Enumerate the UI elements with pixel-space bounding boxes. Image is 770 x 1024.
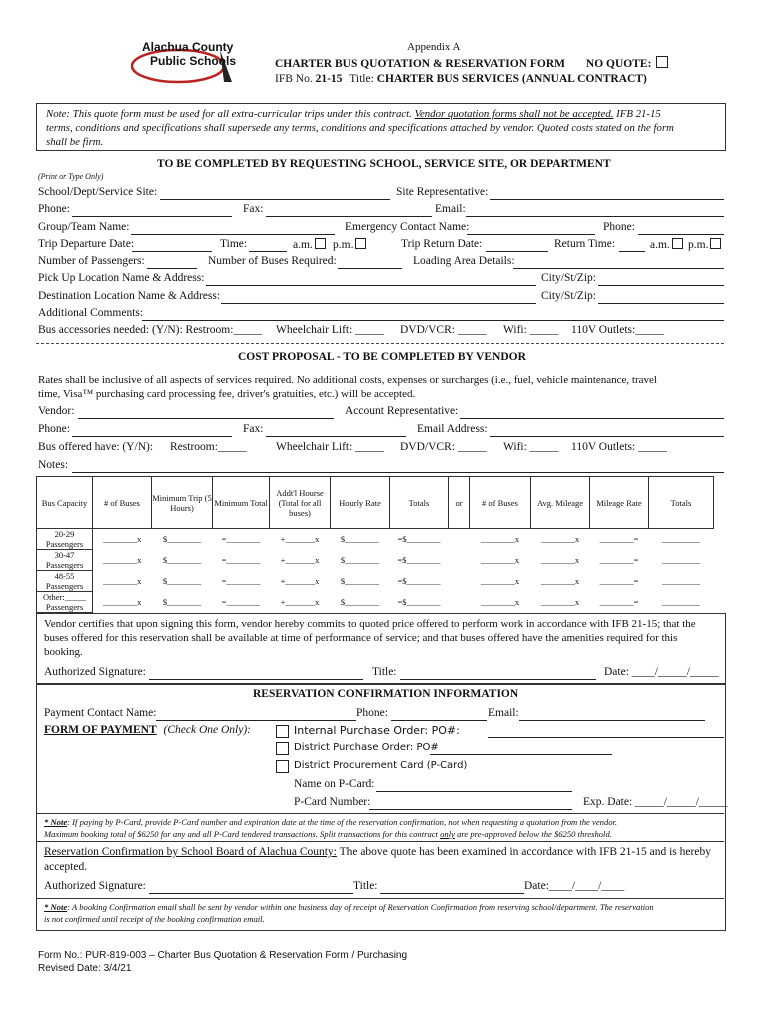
pnote-divider [36,813,724,814]
cell-buses[interactable]: ________x [103,555,142,565]
city2-field[interactable] [598,303,724,304]
pm-text: p.m. [333,239,354,251]
col-or: or [449,477,470,529]
col-avg-mileage: Avg. Mileage [531,477,590,529]
row-capacity-unit: Passengers [45,602,84,612]
fax-label: Fax: [243,203,264,215]
col-minimum-trip: Minimum Trip (5 Hours) [152,477,213,529]
payment-phone-field[interactable] [391,720,487,721]
cell-buses[interactable]: ________x [103,576,142,586]
city1-field[interactable] [598,285,724,286]
return-pm-checkbox[interactable] [710,238,721,249]
buses-required-label: Number of Buses Required: [208,255,337,267]
fnote-divider [36,898,724,899]
reservation-heading: RESERVATION CONFIRMATION INFORMATION [253,688,519,700]
buses-required-field[interactable] [338,268,402,269]
table-row [37,571,714,592]
cell-mile[interactable]: ________x [540,597,580,607]
return-am-checkbox[interactable] [672,238,683,249]
cell-or [449,571,470,592]
wifi-label: Wifi: _____ [503,324,559,336]
col-totals-2: Totals [649,477,714,529]
return-pm-label [688,238,721,251]
cell-tot[interactable]: =$________ [397,597,441,607]
cell-eq[interactable]: =________ [221,597,261,607]
site-field[interactable] [160,199,390,200]
confirm-line1 [44,846,711,858]
table-row [37,592,714,613]
cell-rate[interactable]: $________ [340,576,380,586]
col-hourly-rate: Hourly Rate [331,477,390,529]
table-row [37,550,714,571]
cell-mile[interactable]: ________x [540,534,580,545]
payment-email-label: Email: [488,707,519,719]
footer-revised: Revised Date: 3/4/21 [38,963,132,974]
payment-contact-label: Payment Contact Name: [44,707,157,719]
certify-line3: booking. [44,646,83,658]
return-date-field[interactable] [486,251,548,252]
note-line3: shall be firm. [46,136,104,148]
rates-line1: Rates shall be inclusive of all aspects of services required. No additional costs, expenses or surcharges (i.e., fuel, vehicle maintenance, travel [38,374,657,386]
destination-label: Destination Location Name & Address: [38,290,221,302]
note-line1 [46,108,661,120]
vendor-dvd: DVD/VCR: _____ [400,441,487,453]
pnote-label: * Note [44,817,68,827]
payment-contact-field[interactable] [156,720,356,721]
account-rep-field[interactable] [460,418,724,419]
cell-mrate[interactable]: ________= [599,597,639,607]
row-capacity-label [37,571,93,592]
district-logo [120,38,240,86]
ifb-prefix: IFB No. [275,73,313,85]
no-quote-label: NO QUOTE: [585,58,652,70]
dvd-label: DVD/VCR: _____ [400,324,487,336]
internal-po-field[interactable] [488,737,724,738]
form-title [275,56,668,70]
departure-field[interactable] [132,251,212,252]
footer-form-no: Form No.: PUR-819-003 – Charter Bus Quotation & Reservation Form / Purchasing [38,950,408,961]
rate-table [36,476,714,613]
school-section-heading: TO BE COMPLETED BY REQUESTING SCHOOL, SERVICE SITE, OR DEPARTMENT [157,158,611,170]
vendor-phone-field[interactable] [72,436,232,437]
logo-line2: Public Schools [150,54,237,68]
row-capacity-unit: Passengers [45,539,84,549]
emergency-field[interactable] [467,234,595,235]
row-capacity-label [37,592,93,613]
exp-date[interactable]: Exp. Date: _____/_____/_____ [583,796,728,808]
dashed-separator [36,343,724,344]
pm-label [333,238,366,251]
accessories-label: Bus accessories needed: (Y/N): Restroom:_____ [38,324,263,336]
confirm-title-label: Title: [353,880,378,892]
note-part3: IFB 21-15 [616,108,661,120]
internal-po-checkbox[interactable] [276,725,289,738]
table-row [37,529,714,550]
check-one-text: (Check One Only): [163,724,252,736]
cell-buses[interactable]: ________x [103,534,142,545]
rates-line2: time, Visa™ purchasing card processing fee, driver's gratuities, etc.) will be accepted. [38,388,416,400]
site-rep-label: Site Representative: [396,186,489,198]
time-field[interactable] [249,251,287,252]
cell-eq[interactable]: =________ [221,576,261,586]
ifb-line [275,73,647,85]
cell-mrate[interactable]: ________= [599,576,639,586]
row-capacity-unit: Passengers [45,560,84,570]
city1-label: City/St/Zip: [541,272,596,284]
loading-label: Loading Area Details: [413,255,515,267]
col-mileage-rate: Mileage Rate [590,477,649,529]
col-num-buses: # of Buses [93,477,152,529]
fax-field[interactable] [266,216,432,217]
col-minimum-total: Minimum Total [213,477,270,529]
am-text: a.m. [293,239,313,251]
cell-min[interactable]: $________ [162,576,202,586]
certify-title-label: Title: [372,666,397,678]
cell-buses2[interactable]: ________x [480,597,520,607]
fnote-label: * Note [44,902,68,912]
phone-field[interactable] [72,216,232,217]
notes-label: Notes: [38,459,69,471]
vendor-wifi: Wifi: _____ [503,441,559,453]
cell-rate[interactable]: $________ [340,534,380,545]
return-date-label: Trip Return Date: [401,238,483,250]
row-capacity-range: Other:_____ [43,592,86,602]
cell-tot2[interactable]: _________ [661,576,701,586]
cell-buses[interactable]: ________x [103,597,142,607]
time-label: Time: [220,238,248,250]
vendor-fax-field[interactable] [266,436,406,437]
confirm-sig-field[interactable] [149,893,353,894]
title-label: Title: [349,73,374,85]
col-num-buses-2: # of Buses [470,477,531,529]
city2-label: City/St/Zip: [541,290,596,302]
row-capacity-unit: Passengers [45,581,84,591]
form-title-text: CHARTER BUS QUOTATION & RESERVATION FORM [275,58,566,70]
pcard-number-label: P-Card Number: [294,796,371,808]
payment-phone-label: Phone: [356,707,388,719]
am-label [293,238,326,251]
pcard-label: District Procurement Card (P-Card) [294,760,468,771]
pcard-number-field[interactable] [369,809,572,810]
certify-title-field[interactable] [400,679,596,680]
cell-tot[interactable]: =$________ [397,534,441,545]
loading-field[interactable] [513,268,724,269]
certify-date[interactable]: Date: ____/_____/_____ [604,666,719,678]
col-bus-capacity: Bus Capacity [37,477,93,529]
vendor-email-field[interactable] [490,436,724,437]
confirm-title-field[interactable] [380,893,524,894]
col-totals: Totals [390,477,449,529]
pnote-text1: : If paying by P-Card, provide P-Card number and expiration date at the time of the reservation confirmation, not when requesting a quotation from the vendor. [67,817,618,827]
payment-email-field[interactable] [519,720,705,721]
pcard-note-line1 [44,817,617,827]
cell-tot[interactable]: =$________ [397,555,441,565]
cell-tot2[interactable]: _________ [661,534,701,545]
destination-field[interactable] [221,303,536,304]
row-capacity-range: 30-47 [54,550,75,560]
fnote-text1: : A booking Confirmation email shall be sent by vendor within one business day of receipt of Reservation Confirmation from reserving school/department. The reservation [67,902,654,912]
cell-or [449,592,470,613]
confirm-text: The above quote has been examined in accordance with IFB 21-15 and is hereby [339,846,711,858]
cell-min[interactable]: $________ [162,597,202,607]
vendor-section-heading: COST PROPOSAL - TO BE COMPLETED BY VENDOR [238,351,526,363]
confirm-sig-label: Authorized Signature: [44,880,146,892]
cell-tot2[interactable]: _________ [661,597,701,607]
cell-plus[interactable]: +_______x [280,576,320,586]
logo-line1: Alachua County [142,40,234,54]
comments-label: Additional Comments: [38,307,144,319]
cell-plus[interactable]: +_______x [280,534,320,545]
certify-line1: Vendor certifies that upon signing this form, vendor hereby commits to quoted price offered to perform work in accordance with IFB 21-15; that the [44,618,696,630]
offered-label: Bus offered have: (Y/N): [38,441,154,453]
note-part2: Vendor quotation forms shall not be accepted. [414,108,614,120]
final-note-line2: is not confirmed until receipt of the booking confirmation email. [44,914,265,924]
emergency-label: Emergency Contact Name: [345,221,470,233]
phone-label: Phone: [38,203,70,215]
return-time-field[interactable] [619,251,645,252]
am-checkbox[interactable] [315,238,326,249]
cell-tot2[interactable]: _________ [661,555,701,565]
cell-plus[interactable]: +_______x [280,555,320,565]
pnote-only: only [440,829,455,839]
vendor-fax-label: Fax: [243,423,264,435]
cell-buses2[interactable]: ________x [480,555,520,565]
rate-table-header [37,477,714,529]
certify-sig-field[interactable] [149,679,363,680]
cell-buses2[interactable]: ________x [480,534,520,545]
pnote-text2a: Maximum booking total of $6250 for any and all P-Card tendered transactions. Split transactions for this contract [44,829,438,839]
cell-mrate[interactable]: ________= [599,534,639,545]
vendor-restroom: Restroom:_____ [170,441,247,453]
departure-label: Trip Departure Date: [38,238,135,250]
confirm-line2: accepted. [44,861,88,873]
cell-tot[interactable]: =$________ [397,576,441,586]
name-on-pcard-field[interactable] [376,791,572,792]
pickup-field[interactable] [206,285,536,286]
vendor-wheelchair: Wheelchair Lift: _____ [276,441,384,453]
final-note-line1 [44,902,654,912]
wheelchair-label: Wheelchair Lift: _____ [276,324,384,336]
print-note: (Print or Type Only) [38,172,104,181]
row-capacity-label [37,529,93,550]
district-po-checkbox[interactable] [276,742,289,755]
group-label: Group/Team Name: [38,221,130,233]
comments-field[interactable] [142,320,724,321]
cell-rate[interactable]: $________ [340,597,380,607]
row-capacity-range: 20-29 [54,529,75,539]
name-on-pcard-label: Name on P-Card: [294,778,375,790]
cell-mile[interactable]: ________x [540,555,580,565]
row-capacity-label [37,550,93,571]
cell-or [449,529,470,550]
vendor-label: Vendor: [38,405,75,417]
vendor-field[interactable] [78,418,334,419]
row-capacity-range: 48-55 [54,571,75,581]
outlets-label: 110V Outlets:_____ [571,324,664,336]
passengers-field[interactable] [147,268,197,269]
vendor-outlets: 110V Outlets: _____ [571,441,667,453]
confirm-divider [36,841,724,842]
pickup-label: Pick Up Location Name & Address: [38,272,205,284]
phone2-field[interactable] [638,234,724,235]
group-field[interactable] [131,234,335,235]
pm-checkbox[interactable] [355,238,366,249]
cell-eq[interactable]: =________ [221,555,261,565]
district-po-label: District Purchase Order: PO# [294,742,439,753]
certify-sig-label: Authorized Signature: [44,666,146,678]
vendor-phone-label: Phone: [38,423,70,435]
email-label: Email: [435,203,466,215]
district-po-field[interactable] [430,754,612,755]
internal-po-label: Internal Purchase Order: PO#: [294,724,460,737]
cell-plus[interactable]: +_______x [280,597,320,607]
certify-line2: buses offered for this reservation shall be available at time of performance of service; and that buses offered have the amenities required for this [44,632,678,644]
pcard-checkbox[interactable] [276,760,289,773]
note-part1: Note: This quote form must be used for all extra-curricular trips under this contract. [46,108,412,120]
cell-mile[interactable]: ________x [540,576,580,586]
cell-rate[interactable]: $________ [340,555,380,565]
pcard-note-line2 [44,829,612,839]
cell-buses2[interactable]: ________x [480,576,520,586]
appendix-label: Appendix A [407,41,461,53]
return-am-label [650,238,683,251]
return-am-text: a.m. [650,239,670,251]
cell-or [449,550,470,571]
col-addtl-hours: Addt'l Hourse (Total for all buses) [270,477,331,529]
form-of-payment-label [44,724,251,736]
return-time-label: Return Time: [554,238,616,250]
ifb-number: 21-15 [315,73,343,85]
form-of-payment-text: FORM OF PAYMENT [44,724,157,736]
cell-eq[interactable]: =________ [221,534,261,545]
confirm-label: Reservation Confirmation by School Board of Alachua County: [44,846,337,858]
email-field[interactable] [466,216,724,217]
site-label: School/Dept/Service Site: [38,186,158,198]
no-quote-checkbox[interactable] [656,56,668,68]
return-pm-text: p.m. [688,239,709,251]
cell-mrate[interactable]: ________= [599,555,639,565]
note-line2: terms, conditions and specifications shall supersede any terms, conditions and specifications attached by vendor. Quoted costs stated on the form [46,122,674,134]
account-rep-label: Account Representative: [345,405,459,417]
passengers-label: Number of Passengers: [38,255,145,267]
phone2-label: Phone: [603,221,635,233]
pnote-text2c: are pre-approved below the $6250 threshold. [457,829,612,839]
cell-min[interactable]: $________ [162,555,202,565]
cell-min[interactable]: $________ [162,534,202,545]
vendor-email-label: Email Address: [417,423,488,435]
title-value: CHARTER BUS SERVICES (ANNUAL CONTRACT) [376,73,647,85]
confirm-date[interactable]: Date:____/____/____ [524,880,625,892]
notes-field[interactable] [72,472,724,473]
site-rep-field[interactable] [490,199,724,200]
